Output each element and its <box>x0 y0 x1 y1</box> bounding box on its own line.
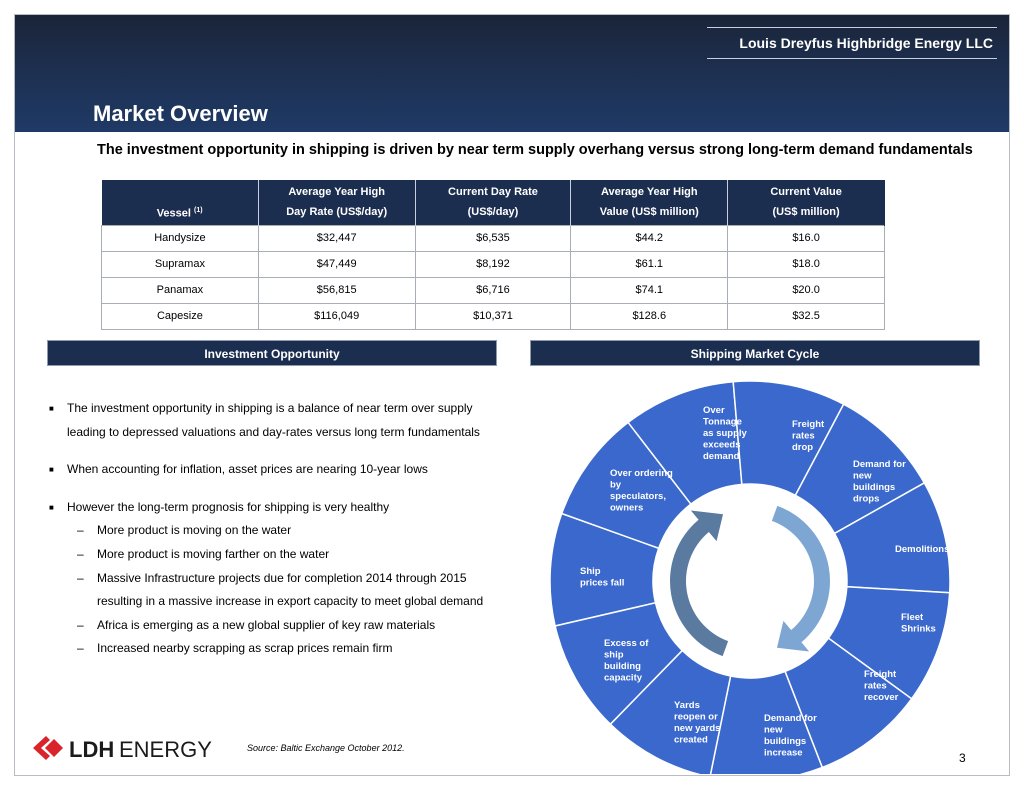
dash-bullet-icon: – <box>77 641 84 656</box>
section-header-cycle: Shipping Market Cycle <box>530 340 980 366</box>
cycle-label: Freight rates drop <box>792 419 825 453</box>
dash-bullet-icon: – <box>77 617 84 632</box>
col-header-current-rate: Current Day Rate (US$/day) <box>415 180 571 225</box>
company-name: Louis Dreyfus Highbridge Energy LLC <box>707 27 997 59</box>
dash-bullet-icon: – <box>77 570 84 585</box>
market-cycle-diagram <box>545 369 955 774</box>
sub-bullet-item: – Africa is emerging as a new global supplier of key raw materials <box>49 614 509 638</box>
svg-text:LDH: LDH <box>69 737 115 762</box>
cycle-label: Demand for new buildings increase <box>764 713 817 759</box>
section-header-investment: Investment Opportunity <box>47 340 497 366</box>
square-bullet-icon: ■ <box>49 465 54 475</box>
slide <box>14 14 1010 776</box>
table-cell: $18.0 <box>728 251 885 277</box>
table-cell: $8,192 <box>415 251 571 277</box>
cycle-label: Ship prices fall <box>580 566 625 589</box>
cycle-label: Over ordering by speculators, owners <box>610 468 673 514</box>
cycle-label: Demand for new buildings drops <box>853 459 906 505</box>
table-cell: Supramax <box>102 251 259 277</box>
cycle-label: Freight rates recover <box>864 669 899 703</box>
sub-bullet-item: – Massive Infrastructure projects due for completion 2014 through 2015 resulting in a massive increase in export capacity to meet global demand <box>49 567 509 614</box>
table-cell: $61.1 <box>571 251 728 277</box>
table-cell: $16.0 <box>728 225 885 251</box>
table-cell: $10,371 <box>415 303 571 329</box>
sub-bullet-item: – More product is moving on the water <box>49 519 509 543</box>
cycle-label: Excess of ship building capacity <box>604 638 649 684</box>
col-header-vessel: Vessel $^{(1)}$ <box>102 180 259 225</box>
dash-bullet-icon: – <box>77 546 84 561</box>
table-cell: $32,447 <box>258 225 415 251</box>
source-note: Source: Baltic Exchange October 2012. <box>247 743 405 753</box>
svg-text:ENERGY: ENERGY <box>119 737 212 762</box>
table-row <box>102 251 885 277</box>
ldh-energy-logo <box>31 734 221 762</box>
bullet-list <box>49 397 509 661</box>
page-title: Market Overview <box>93 101 268 126</box>
col-header-avg-high-rate: Average Year High Day Rate (US$/day) <box>258 180 415 225</box>
table-cell: $20.0 <box>728 277 885 303</box>
table-cell: Panamax <box>102 277 259 303</box>
table-cell: $56,815 <box>258 277 415 303</box>
table-cell: $44.2 <box>571 225 728 251</box>
table-cell: $74.1 <box>571 277 728 303</box>
table-cell: $32.5 <box>728 303 885 329</box>
bullet-item: ■ However the long-term prognosis for shipping is very healthy <box>49 496 509 520</box>
subtitle: The investment opportunity in shipping is driven by near term supply overhang versus strong long-term demand fundamentals <box>97 142 973 158</box>
table-row <box>102 225 885 251</box>
cycle-label: Yards reopen or new yards created <box>674 700 721 746</box>
table-cell: Handysize <box>102 225 259 251</box>
cycle-label: Over Tonnage as supply exceeds demand <box>703 405 747 462</box>
table-header-row <box>102 180 885 225</box>
table-row <box>102 277 885 303</box>
page-number: 3 <box>959 751 966 765</box>
square-bullet-icon: ■ <box>49 502 54 512</box>
table-cell: $47,449 <box>258 251 415 277</box>
bullet-item: ■ The investment opportunity in shipping is a balance of near term over supply leading to depressed valuations and day-rates versus long term fundamentals <box>49 397 509 444</box>
col-header-current-value: Current Value (US$ million) <box>728 180 885 225</box>
cycle-label: Demolitions <box>895 544 950 555</box>
sub-bullet-item: – Increased nearby scrapping as scrap prices remain firm <box>49 637 509 661</box>
vessel-table <box>101 180 885 330</box>
table-row <box>102 303 885 329</box>
table-cell: $128.6 <box>571 303 728 329</box>
square-bullet-icon: ■ <box>49 404 54 413</box>
cycle-label: Fleet Shrinks <box>901 612 936 635</box>
table-cell: $6,716 <box>415 277 571 303</box>
sub-bullet-item: – More product is moving farther on the water <box>49 543 509 567</box>
col-header-avg-high-value: Average Year High Value (US$ million) <box>571 180 728 225</box>
dash-bullet-icon: – <box>77 523 84 538</box>
table-cell: Capesize <box>102 303 259 329</box>
table-cell: $6,535 <box>415 225 571 251</box>
header-banner <box>15 15 1010 132</box>
bullet-item: ■ When accounting for inflation, asset prices are nearing 10-year lows <box>49 458 509 482</box>
table-cell: $116,049 <box>258 303 415 329</box>
